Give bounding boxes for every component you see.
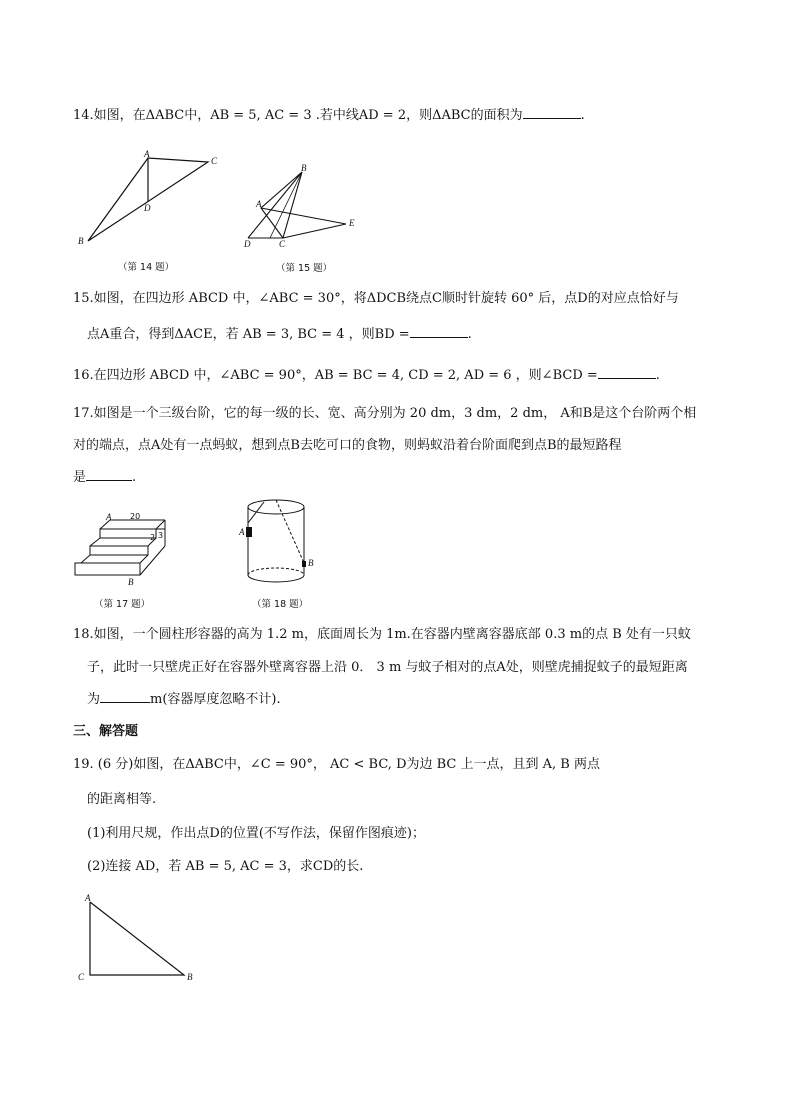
q18-line3: 为 m(容器厚度忽略不计).	[87, 692, 281, 707]
fig14-label-C: C	[211, 156, 218, 166]
fig14-label-D: D	[144, 203, 151, 213]
fig18-cylinder	[238, 495, 318, 595]
q16-answer-blank[interactable]	[598, 366, 656, 379]
q17-line1: 17.如图是一个三级台阶，它的每一级的长、宽、高分别为 20 dm，3 dm，2 dm， A和B是这个台阶两个相	[73, 406, 697, 421]
fig15-caption: （第 15 题）	[276, 263, 333, 274]
fig14-label-A: A	[144, 149, 150, 159]
q15-line1: 15.如图，在四边形 ABCD 中，∠ABC = 30°，将ΔDCB绕点C顺时针旋转 60° 后，点D的对应点恰好与	[73, 291, 679, 306]
fig19-label-C: C	[78, 972, 85, 982]
fig15-quadrilateral	[240, 160, 370, 250]
fig15-label-D: D	[244, 239, 251, 249]
q16-text: 16.在四边形 ABCD 中，∠ABC = 90°，AB = BC = 4, CD = 2, AD = 6 ，则∠BCD = .	[73, 368, 660, 383]
fig14-triangle	[80, 150, 230, 250]
fig17-label-3: 3	[158, 531, 164, 540]
q19-part2: (2)连接 AD，若 AB = 5, AC = 3，求CD的长.	[87, 859, 364, 874]
fig15-label-B: B	[301, 163, 307, 173]
fig17-label-A: A	[106, 512, 112, 522]
fig18-mosquito	[302, 561, 306, 567]
fig18-label-B: B	[308, 558, 314, 568]
fig15-label-C: C	[279, 239, 286, 249]
fig17-label-B: B	[128, 577, 134, 587]
fig15-label-E: E	[349, 218, 355, 228]
q14-answer-blank[interactable]	[523, 106, 581, 119]
q14-end: .	[580, 108, 585, 123]
q14-text	[73, 106, 585, 126]
q19-line2: 的距离相等.	[87, 792, 157, 807]
q18-line2: 子，此时一只壁虎正好在容器外壁离容器上沿 0． 3 m 与蚊子相对的点A处，则壁虎捕捉蚊子的最短距离	[87, 660, 688, 675]
fig18-gecko	[246, 527, 252, 537]
q19-line1: 19. (6 分)如图，在ΔABC中，∠C = 90°， AC < BC, D为边 BC 上一点，且到 A, B 两点	[73, 757, 600, 772]
fig19-label-B: B	[187, 972, 193, 982]
q17-answer-blank[interactable]	[86, 468, 132, 481]
fig15-label-A: A	[256, 199, 262, 209]
fig18-caption: （第 18 题）	[252, 599, 309, 610]
fig19-right-triangle	[76, 895, 206, 985]
q17-line3: 是 .	[73, 470, 137, 485]
q18-line1: 18.如图，一个圆柱形容器的高为 1.2 m，底面周长为 1m.在容器内壁离容器底部 0.3 m的点 B 处有一只蚊	[73, 627, 691, 642]
q17-line2: 对的端点，点A处有一点蚂蚁，想到点B去吃可口的食物，则蚂蚁沿着台阶面爬到点B的最短路程	[73, 438, 622, 453]
q15-line2: 点A重合，得到ΔACE，若 AB = 3, BC = 4 ，则BD = .	[87, 327, 472, 342]
fig19-outline	[90, 902, 184, 975]
fig17-caption: （第 17 题）	[94, 599, 151, 610]
fig17-label-2: 2	[150, 533, 156, 542]
fig18-label-A: A	[239, 527, 245, 537]
q14-stem: 14.如图，在ΔABC中，AB = 5, AC = 3 .若中线AD = 2，则ΔABC的面积为	[73, 108, 523, 123]
q18-answer-blank[interactable]	[100, 690, 150, 703]
q15-answer-blank[interactable]	[410, 325, 468, 338]
fig14-label-B: B	[78, 236, 84, 246]
fig19-label-A: A	[85, 893, 91, 903]
fig17-stairs	[70, 512, 180, 590]
q19-part1: (1)利用尺规，作出点D的位置(不写作法，保留作图痕迹)；	[87, 826, 425, 841]
fig17-label-20: 20	[130, 512, 141, 521]
section-3-heading: 三、解答题	[73, 724, 139, 739]
fig14-caption: （第 14 题）	[118, 262, 175, 273]
